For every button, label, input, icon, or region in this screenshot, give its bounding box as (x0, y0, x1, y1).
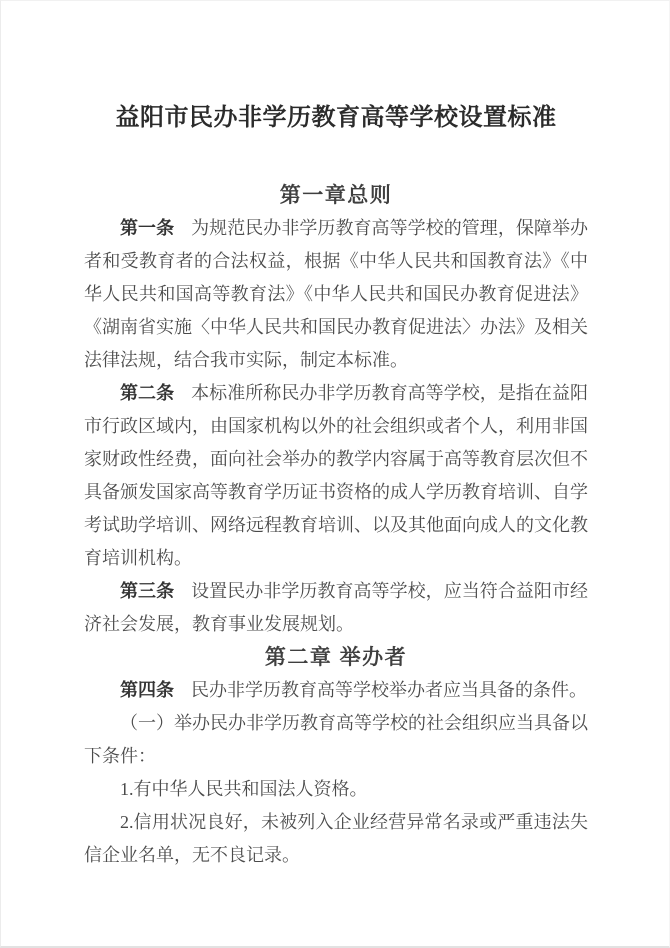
article-1 (84, 212, 588, 377)
article-4 (84, 674, 588, 707)
clause-item-1: （一）举办民办非学历教育高等学校的社会组织应当具备以下条件： (84, 713, 588, 766)
article-3-text: 设置民办非学历教育高等学校，应当符合益阳市经济社会发展，教育事业发展规划。 (84, 581, 588, 634)
article-2-text: 本标准所称民办非学历教育高等学校，是指在益阳市行政区域内，由国家机构以外的社会组织或者个人，利用非国家财政性经费，面向社会举办的教学内容属于高等教育层次但不具备颁发国家高等教育学历证书资格的成人学历教育培训、自学考试助学培训、网络远程教育培训、以及其他面向成人的文化教育培训机构。 (84, 383, 588, 568)
numbered-item-2: 2.信用状况良好，未被列入企业经营异常名录或严重违法失信企业名单，无不良记录。 (84, 812, 588, 865)
article-1-label: 第一条 (120, 218, 175, 238)
article-2-label: 第二条 (120, 383, 175, 403)
article-4-text: 民办非学历教育高等学校举办者应当具备的条件。 (191, 680, 587, 700)
article-4-label: 第四条 (120, 680, 174, 700)
chapter-heading-organizers: 第二章 举办者 (264, 646, 408, 669)
article-3 (84, 575, 588, 641)
article-1-text: 为规范民办非学历教育高等学校的管理，保障举办者和受教育者的合法权益，根据《中华人民共和国教育法》《中华人民共和国高等教育法》《中华人民共和国民办教育促进法》《湖南省实施〈中华人民共和国民办教育促进法〉办法》及相关法律法规，结合我市实际，制定本标准。 (84, 218, 588, 370)
chapter-heading-general-provisions: 第一章总则 (279, 184, 393, 207)
article-2 (84, 377, 588, 575)
article-3-label: 第三条 (120, 581, 175, 601)
numbered-item-1: 1.有中华人民共和国法人资格。 (120, 779, 368, 799)
document-title: 益阳市民办非学历教育高等学校设置标准 (115, 105, 557, 131)
